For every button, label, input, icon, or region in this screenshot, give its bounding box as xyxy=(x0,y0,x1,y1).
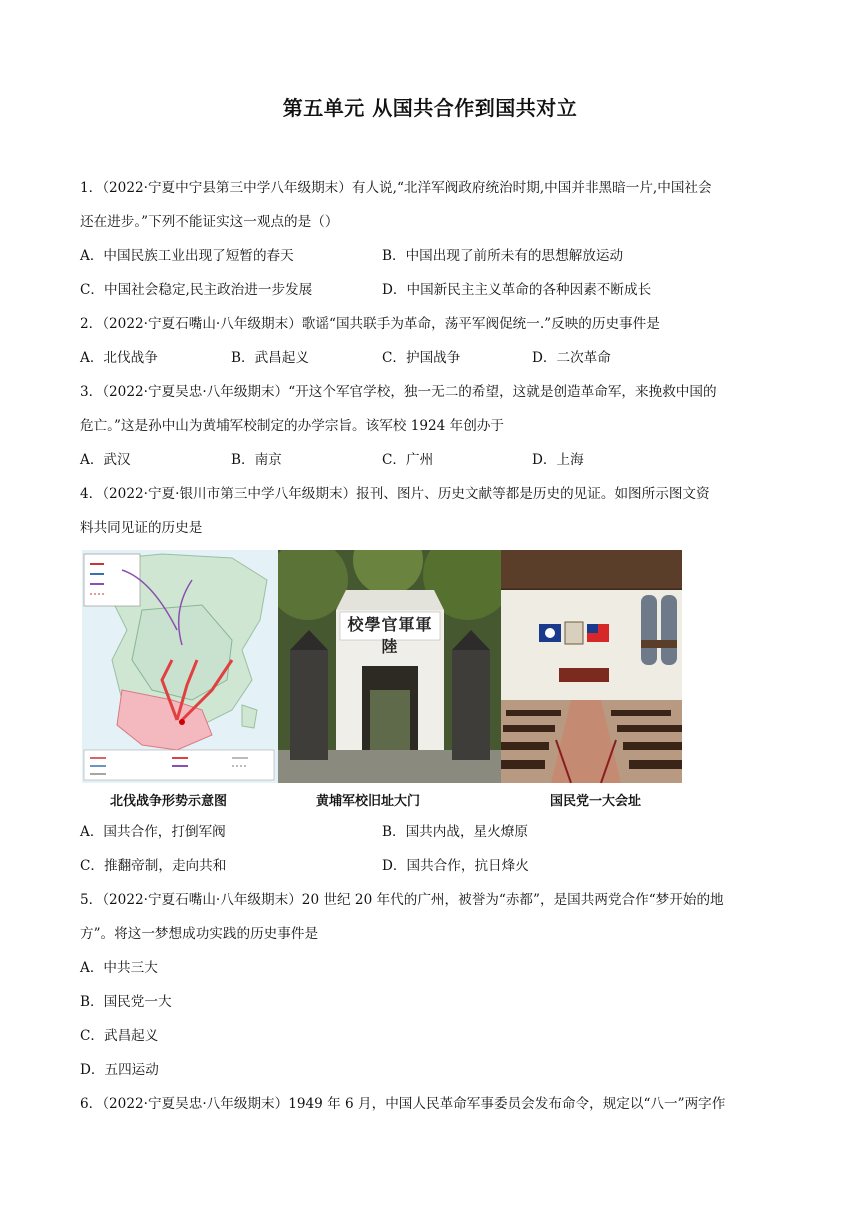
question-3-stem-cont: 危亡。”这是孙中山为黄埔军校制定的办学宗旨。该军校 1924 年创办于 xyxy=(80,418,505,434)
gate-caption: 黄埔军校旧址大门 xyxy=(316,794,421,809)
question-5-option-c: C．武昌起义 xyxy=(80,1028,159,1044)
question-2-option-d: D．二次革命 xyxy=(532,350,611,366)
question-2-option-c: C．护国战争 xyxy=(382,350,461,366)
question-5-stem-cont: 方”。将这一梦想成功实践的历史事件是 xyxy=(80,926,319,942)
question-3-option-a: A．武汉 xyxy=(80,452,131,468)
question-1-option-a: A．中国民族工业出现了短暂的春天 xyxy=(80,248,294,264)
northern-expedition-map xyxy=(82,550,278,783)
map-caption: 北伐战争形势示意图 xyxy=(110,794,228,809)
question-6-stem: 6．（2022·宁夏吴忠·八年级期末）1949 年 6 月，中国人民革命军事委员会发布命令，规定以“八一”两字作 xyxy=(80,1096,726,1112)
question-3-stem: 3．（2022·宁夏吴忠·八年级期末）“开这个军官学校，独一无二的希望，这就是创造革命军，来挽救中国的 xyxy=(80,384,717,400)
question-5-option-b: B．国民党一大 xyxy=(80,994,172,1010)
kmt-congress-hall-photo xyxy=(501,550,682,783)
question-1-option-b: B．中国出现了前所未有的思想解放运动 xyxy=(382,248,624,264)
question-1-option-d: D．中国新民主主义革命的各种因素不断成长 xyxy=(382,282,652,298)
hall-caption: 国民党一大会址 xyxy=(550,794,642,809)
whampoa-gate-photo xyxy=(278,550,501,783)
question-1-stem-cont: 还在进步。”下列不能证实这一观点的是（） xyxy=(80,214,339,230)
question-4-figure xyxy=(82,550,682,783)
question-2-stem: 2．（2022·宁夏石嘴山·八年级期末）歌谣“国共联手为革命，荡平军阀促统一.”反映的历史事件是 xyxy=(80,316,660,332)
question-1-option-c: C．中国社会稳定,民主政治进一步发展 xyxy=(80,282,313,298)
question-3-option-b: B．南京 xyxy=(231,452,282,468)
question-3-option-d: D．上海 xyxy=(532,452,584,468)
question-5-stem: 5．（2022·宁夏石嘴山·八年级期末）20 世纪 20 年代的广州，被誉为“赤都”，是国共两党合作“梦开始的地 xyxy=(80,892,724,908)
question-2-option-a: A．北伐战争 xyxy=(80,350,158,366)
question-1-stem: 1．（2022·宁夏中宁县第三中学八年级期末）有人说,“北洋军阀政府统治时期,中国并非黑暗一片,中国社会 xyxy=(80,180,712,196)
question-5-option-a: A．中共三大 xyxy=(80,960,158,976)
question-4-option-b: B．国共内战，星火燎原 xyxy=(382,824,528,840)
gate-sign-text: 校學官軍軍陸 xyxy=(347,615,433,656)
question-3-option-c: C．广州 xyxy=(382,452,434,468)
question-5-option-d: D．五四运动 xyxy=(80,1062,159,1078)
question-2-option-b: B．武昌起义 xyxy=(231,350,309,366)
page-title: 第五单元 从国共合作到国共对立 xyxy=(282,96,578,120)
question-4-option-a: A．国共合作，打倒军阀 xyxy=(80,824,226,840)
question-4-option-d: D．国共合作，抗日烽火 xyxy=(382,858,529,874)
question-4-option-c: C．推翻帝制，走向共和 xyxy=(80,858,227,874)
question-4-stem: 4．（2022·宁夏·银川市第三中学八年级期末）报刊、图片、历史文献等都是历史的见证。如图所示图文资 xyxy=(80,486,710,502)
question-4-stem-cont: 料共同见证的历史是 xyxy=(80,520,203,536)
